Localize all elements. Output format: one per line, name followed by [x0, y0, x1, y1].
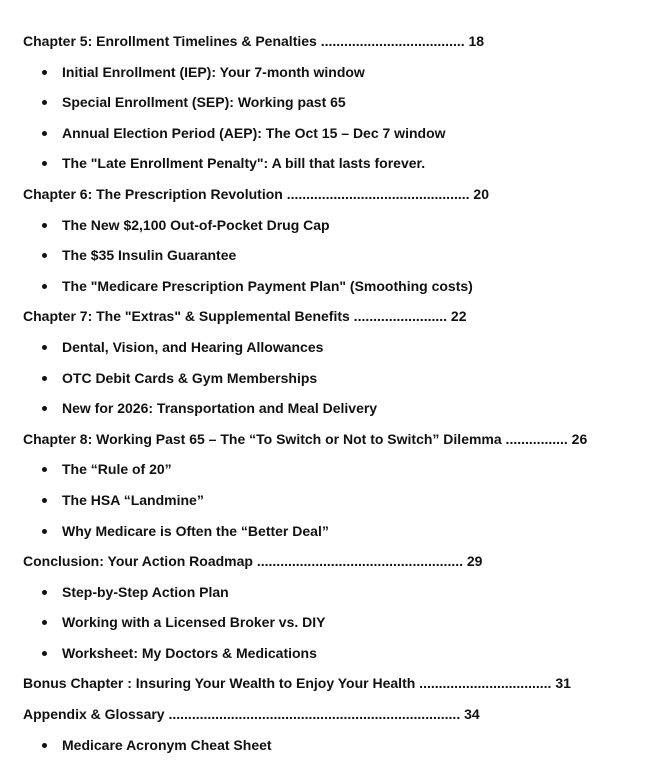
toc-chapter-5-items	[23, 62, 633, 174]
toc-chapter-5: Chapter 5: Enrollment Timelines & Penalties ..................................... 18	[23, 33, 485, 49]
toc-item	[23, 62, 633, 82]
toc-item-label: Annual Election Period (AEP): The Oct 15 – Dec 7 window	[62, 124, 446, 141]
toc-item-label: Special Enrollment (SEP): Working past 65	[62, 94, 346, 111]
bullet-icon	[42, 651, 47, 656]
toc-item	[23, 490, 633, 510]
toc-item-label: New for 2026: Transportation and Meal Delivery	[62, 400, 378, 417]
toc-item-label: The "Medicare Prescription Payment Plan" (Smoothing costs)	[62, 277, 473, 294]
toc-item-label: Why Medicare is Often the “Better Deal”	[62, 522, 329, 539]
toc-item-label: Step-by-Step Action Plan	[62, 583, 229, 600]
bullet-icon	[42, 131, 47, 136]
toc-item	[23, 643, 633, 663]
bullet-icon	[42, 467, 47, 472]
toc-item	[23, 735, 633, 755]
toc-item	[23, 612, 633, 632]
toc-appendix-items	[23, 735, 633, 755]
toc-item-label: The HSA “Landmine”	[62, 491, 204, 508]
bullet-icon	[42, 743, 47, 748]
toc-chapter-8: Chapter 8: Working Past 65 – The “To Switch or Not to Switch” Dilemma ................ 26	[23, 430, 588, 447]
toc-item	[23, 521, 633, 541]
toc-chapter-6-items	[23, 215, 633, 296]
toc-chapter-7: Chapter 7: The "Extras" & Supplemental Benefits ........................ 22	[23, 308, 467, 325]
toc-item	[23, 245, 633, 265]
toc-item	[23, 459, 633, 479]
toc-item-label: Initial Enrollment (IEP): Your 7-month window	[62, 63, 365, 80]
toc-conclusion: Conclusion: Your Action Roadmap ..................................................... 29	[23, 553, 483, 570]
toc-item	[23, 215, 633, 235]
bullet-icon	[42, 70, 47, 75]
toc-item-label: The "Late Enrollment Penalty": A bill that lasts forever.	[62, 155, 426, 172]
bullet-icon	[42, 345, 47, 350]
toc-item	[23, 398, 633, 418]
toc-chapter-7-items	[23, 337, 633, 418]
bullet-icon	[42, 253, 47, 258]
bullet-icon	[42, 284, 47, 289]
toc-item-label: The $35 Insulin Guarantee	[62, 247, 237, 264]
toc-item	[23, 337, 633, 357]
bullet-icon	[42, 100, 47, 105]
bullet-icon	[42, 161, 47, 166]
toc-item	[23, 123, 633, 143]
toc-item-label: The New $2,100 Out-of-Pocket Drug Cap	[62, 216, 330, 233]
toc-item	[23, 368, 633, 388]
toc-item	[23, 92, 633, 112]
toc-bonus-chapter: Bonus Chapter : Insuring Your Wealth to Enjoy Your Health .................................. 31	[23, 675, 571, 692]
toc-item-label: Working with a Licensed Broker vs. DIY	[62, 614, 326, 631]
bullet-icon	[42, 529, 47, 534]
table-of-contents	[23, 31, 633, 765]
toc-item-label: Worksheet: My Doctors & Medications	[62, 644, 317, 661]
toc-item	[23, 582, 633, 602]
toc-chapter-6: Chapter 6: The Prescription Revolution ............................................... 20	[23, 185, 489, 202]
bullet-icon	[42, 590, 47, 595]
toc-conclusion-items	[23, 582, 633, 663]
toc-chapter-8-items	[23, 459, 633, 540]
bullet-icon	[42, 406, 47, 411]
toc-item-label: Medicare Acronym Cheat Sheet	[62, 736, 272, 753]
bullet-icon	[42, 498, 47, 503]
toc-appendix: Appendix & Glossary ........................................................................... 34	[23, 706, 480, 723]
bullet-icon	[42, 620, 47, 625]
toc-item	[23, 153, 633, 173]
bullet-icon	[42, 223, 47, 228]
toc-item	[23, 276, 633, 296]
toc-item-label: Dental, Vision, and Hearing Allowances	[62, 338, 324, 355]
bullet-icon	[42, 376, 47, 381]
toc-item-label: The “Rule of 20”	[62, 461, 172, 478]
toc-item-label: OTC Debit Cards & Gym Memberships	[62, 369, 318, 386]
